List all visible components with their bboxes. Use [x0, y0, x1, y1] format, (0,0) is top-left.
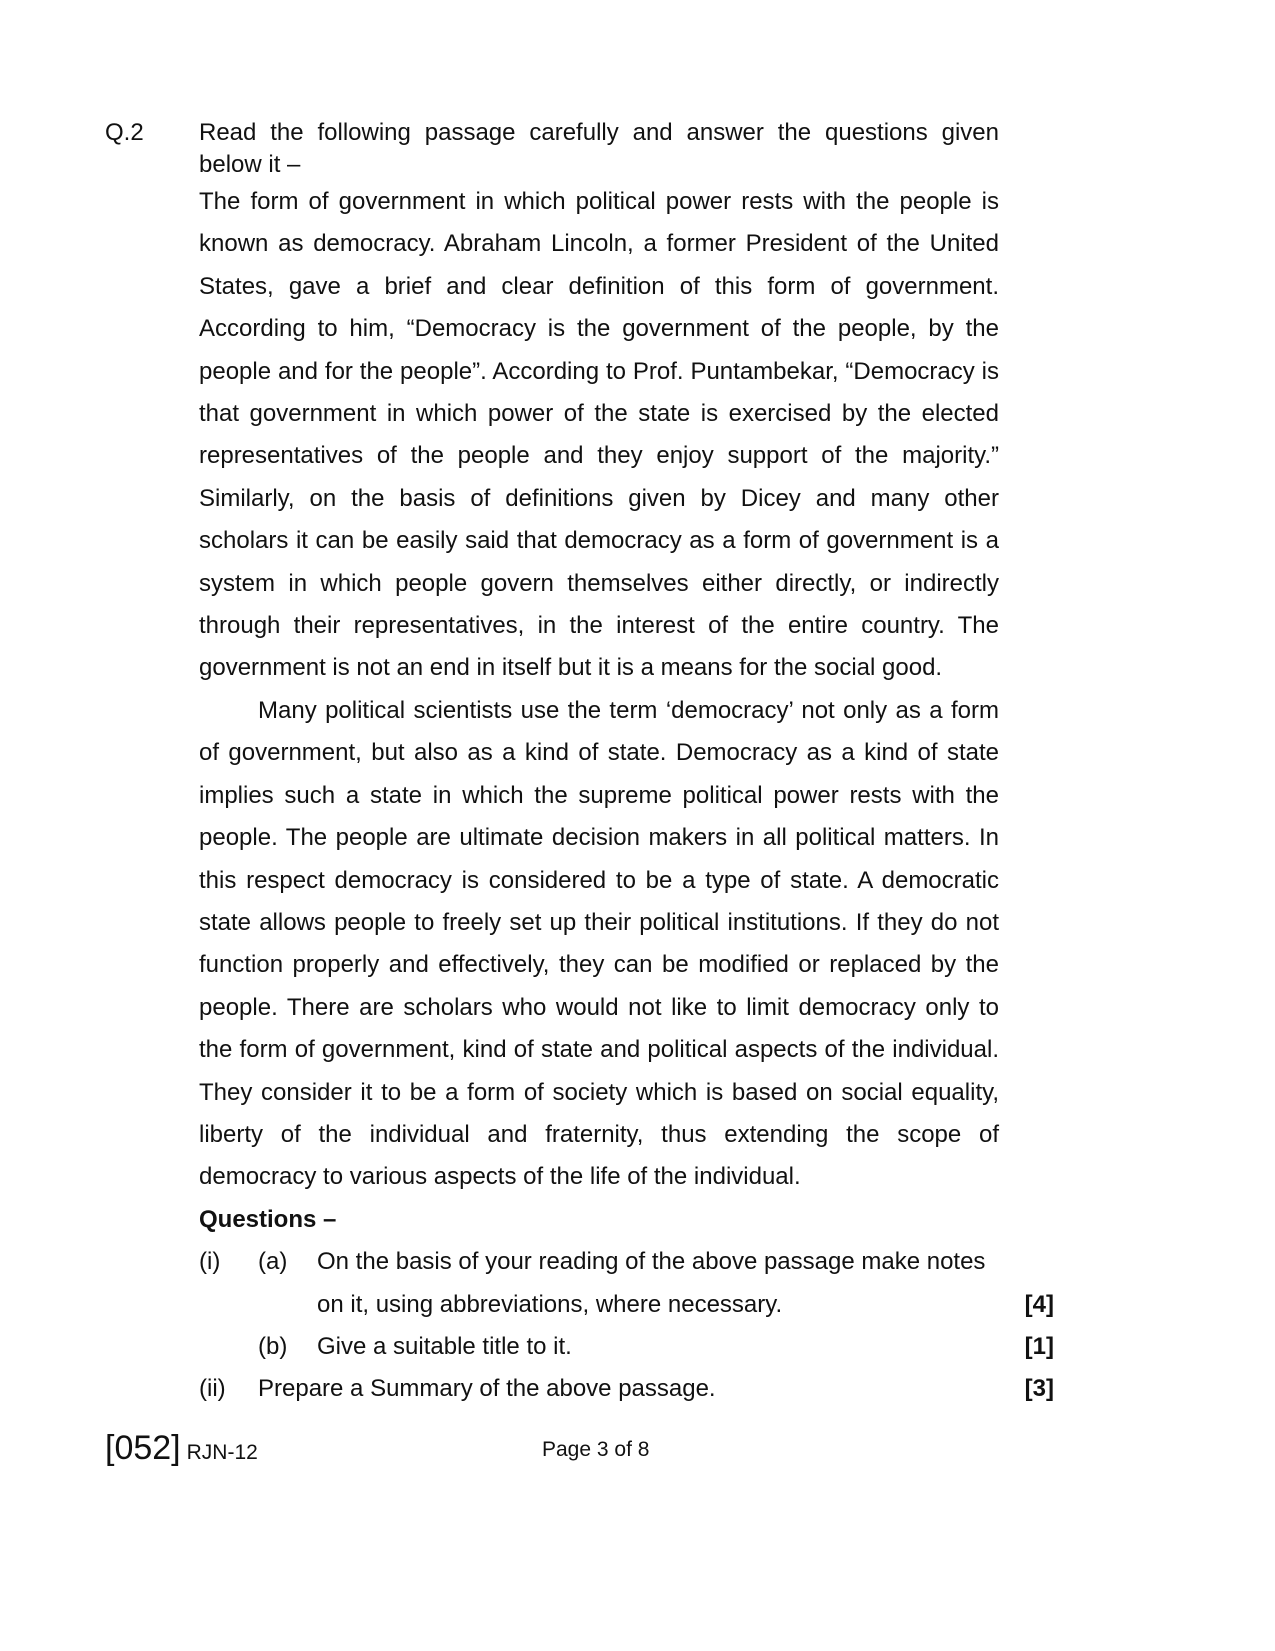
- question-ii-number: (ii): [199, 1375, 226, 1403]
- question-number: Q.2: [105, 119, 144, 146]
- question-i-a-line-2: [199, 1284, 1054, 1326]
- question-i-a-label: (a): [258, 1248, 288, 1276]
- question-i-b: [199, 1326, 1054, 1368]
- question-content: [199, 117, 1054, 1411]
- footer-code: [105, 1428, 258, 1473]
- question-i-number: (i): [199, 1248, 221, 1276]
- question-i-b-label: (b): [258, 1332, 288, 1360]
- question-i-a-text-line-1: On the basis of your reading of the above passage make notes: [317, 1248, 986, 1276]
- question-ii-marks: [3]: [1024, 1375, 1054, 1403]
- question-ii: [199, 1368, 1054, 1410]
- instruction-text: Read the following passage carefully and answer the questions given below it –: [199, 119, 999, 178]
- questions-heading: Questions –: [199, 1205, 337, 1233]
- passage-paragraph-2: Many political scientists use the term ‘democracy’ not only as a form of government, but also as a kind of state. Democracy as a kind of state implies such a state in which the supreme political power rests with the people. The people are ultimate decision makers in all political matters. In this respect democracy is considered to be a type of state. A democratic state allows people to freely set up their political institutions. If they do not function properly and effectively, they can be modified or replaced by the people. There are scholars who would not like to limit democracy only to the form of government, kind of state and political aspects of the individual. They consider it to be a form of society which is based on social equality, liberty of the individual and fraternity, thus extending the scope of democracy to various aspects of the life of the individual.: [199, 696, 999, 1191]
- paper-id: RJN-12: [186, 1441, 258, 1464]
- question-ii-text: Prepare a Summary of the above passage.: [258, 1375, 716, 1403]
- question-i-a-text-line-2: on it, using abbreviations, where necessary.: [317, 1290, 783, 1318]
- question-i-a-marks: [4]: [1024, 1290, 1054, 1318]
- question-i-b-marks: [1]: [1024, 1332, 1054, 1360]
- question-i-a-line-1: [199, 1241, 1054, 1283]
- page-number: Page 3 of 8: [542, 1438, 650, 1461]
- passage-paragraph-1: The form of government in which political power rests with the people is known as democracy. Abraham Lincoln, a former President of the United States, gave a brief and clear definition of this form of government. According to him, “Democracy is the government of the people, by the people and for the people”. According to Prof. Puntambekar, “Democracy is that government in which power of the state is exercised by the elected representatives of the people and they enjoy support of the majority.” Similarly, on the basis of definitions given by Dicey and many other scholars it can be easily said that democracy as a form of government is a system in which people govern themselves either directly, or indirectly through their representatives, in the interest of the entire country. The government is not an end in itself but it is a means for the social good.: [199, 188, 999, 682]
- question-i-b-text: Give a suitable title to it.: [317, 1332, 572, 1360]
- paper-code: [052]: [105, 1429, 181, 1467]
